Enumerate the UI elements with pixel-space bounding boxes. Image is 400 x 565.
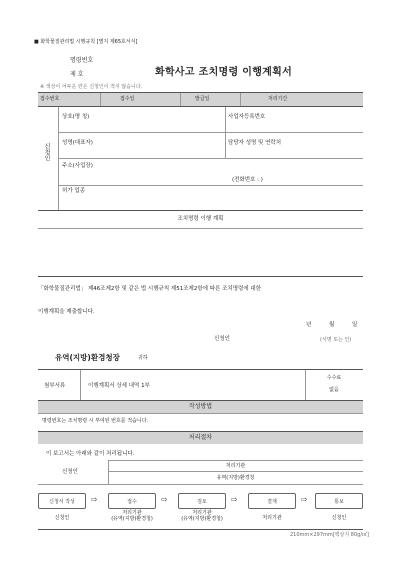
step-1-actor: 신청인 <box>54 515 70 521</box>
divider <box>108 471 363 472</box>
procedure-intro: 이 보고서는 아래와 같이 처리됩니다. <box>46 451 135 457</box>
date-month-label: 월 <box>329 322 335 328</box>
form-ref-text: 화학물질관리법 시행규칙 [별지 제65호서식] <box>40 39 138 45</box>
divider <box>58 132 363 133</box>
step-3-box: 검토 <box>178 493 226 509</box>
plan-header: 조치명령 이행 계획 <box>177 216 224 222</box>
table-bottom-border <box>38 529 363 530</box>
processing-period-label: 처리기간 <box>268 96 288 102</box>
business-reg-no-label: 사업자등록번호 <box>228 114 266 120</box>
receipt-date-label: 접수일 <box>120 96 135 102</box>
date-day-label: 일 <box>352 322 358 328</box>
step-5-actor: 신청인 <box>331 515 347 521</box>
doc-number-field: 제 호 <box>70 71 84 78</box>
attachments-content: 이행계획서 상세 내역 1부 <box>88 383 150 389</box>
paper-spec: 210mm×297mm[백상지 80g/㎡] <box>290 532 369 538</box>
divider <box>38 106 363 107</box>
procedure-header: 처리절차 <box>188 434 213 441</box>
instructions-text: 명령번호는 조치명령 시 부여된 번호를 적습니다. <box>42 418 149 424</box>
receipt-no-label: 접수번호 <box>40 96 60 102</box>
doc-number-label: 명령번호 <box>70 57 94 64</box>
shade-note: ※ 색상이 어두운 란은 신청인이 적지 않습니다. <box>40 84 143 90</box>
step-1-box: 신청서 작성 <box>38 493 86 509</box>
bullet-icon: ■ <box>34 39 39 45</box>
step-4-actor: 처리기관 <box>262 515 282 521</box>
arrow-right-icon: ⇨ <box>231 495 238 504</box>
addressee-suffix: 귀하 <box>138 355 148 361</box>
procedure-agency-label: 처리기관 <box>225 463 246 469</box>
divider <box>80 370 81 400</box>
step-2-box: 접수 <box>108 493 156 509</box>
applicant-side-label: 신청인 <box>43 143 50 161</box>
addressee-name: 유역(지방)환경청장 <box>55 353 120 362</box>
step-5-box: 통보 <box>315 493 363 509</box>
statement-line-1: 「화학물질관리법」 제46조제2항 및 같은 법 시행규칙 제51조제2항에 따른 조치명령에 대한 <box>38 286 262 292</box>
step-2-actor: 처리기관 (유역(지방)환경청) <box>111 510 153 522</box>
representative-label: 성명(대표자) <box>62 140 93 146</box>
issue-date-label: 발급일 <box>195 96 210 102</box>
statement-line-2: 이행계획을 제출합니다. <box>38 309 95 315</box>
instructions-header: 작성방법 <box>188 403 213 410</box>
arrow-right-icon: ⇨ <box>301 495 308 504</box>
fee-value: 없음 <box>329 387 339 393</box>
divider <box>38 484 363 485</box>
procedure-agency-name: 유역(지방)환경청 <box>216 475 255 481</box>
step-3-actor: 처리기관 (유역(지방)환경청) <box>181 510 223 522</box>
license-label: 허가 업종 <box>62 188 86 194</box>
divider <box>38 210 363 211</box>
step-4-box: 결재 <box>248 493 296 509</box>
divider <box>58 158 363 159</box>
date-year-label: 년 <box>306 322 312 328</box>
signer-label: 신청인 <box>214 336 230 342</box>
divider <box>180 93 181 106</box>
fee-label: 수수료 <box>326 375 342 381</box>
plan-content-bottom <box>38 276 363 277</box>
arrow-right-icon: ⇨ <box>91 495 98 504</box>
address-label: 주소(사업장) <box>62 163 93 169</box>
business-name-label: 상호(명 칭) <box>62 114 90 120</box>
divider <box>108 460 363 461</box>
divider <box>100 93 101 106</box>
divider <box>38 228 363 229</box>
contact-person-label: 담당자 성명 및 연락처 <box>228 140 282 146</box>
procedure-applicant-label: 신청인 <box>62 469 78 475</box>
page-title: 화학사고 조치명령 이행계획서 <box>155 67 293 78</box>
divider <box>38 369 363 370</box>
divider <box>240 93 241 106</box>
form-reference <box>34 39 137 45</box>
divider <box>58 185 363 186</box>
sign-hint: (서명 또는 인) <box>320 337 352 343</box>
attachments-label: 첨부서류 <box>44 383 66 389</box>
phone-label: (전화번호 : ) <box>232 177 263 183</box>
arrow-right-icon: ⇨ <box>161 495 168 504</box>
divider <box>38 413 363 414</box>
